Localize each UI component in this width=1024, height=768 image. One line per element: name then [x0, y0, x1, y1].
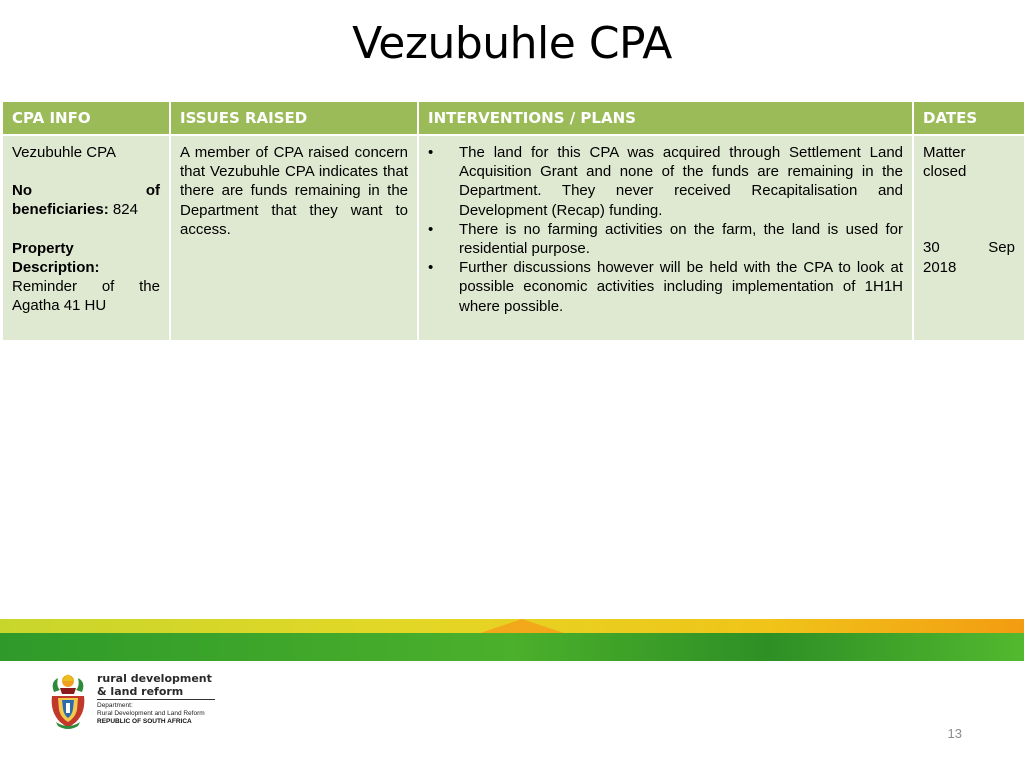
intervention-text-3: Further discussions however will be held with the CPA to look at possible economic activities including implementation of 1H1H where possible.	[459, 259, 903, 315]
brand-line-1: rural development	[97, 672, 212, 685]
brand-divider	[97, 699, 215, 700]
interventions-cell	[418, 135, 913, 340]
list-item	[428, 258, 903, 316]
status-line-1: Matter	[923, 144, 966, 161]
beneficiaries-label-line-1	[12, 181, 160, 200]
table-header-row	[3, 102, 1024, 135]
list-item	[428, 220, 903, 258]
interventions-list	[428, 143, 903, 316]
brand-text	[97, 672, 215, 726]
intervention-text-1: The land for this CPA was acquired through Settlement Land Acquisition Grant and none of the funds are remaining in the Department. They never received Recapitalisation and Development (Recap) funding.	[459, 144, 903, 219]
beneficiaries-value: 824	[112, 201, 138, 219]
property-label-2: Description:	[12, 258, 100, 276]
department-logo	[46, 672, 221, 732]
issues-raised-cell: A member of CPA raised concern that Vezubuhle CPA indicates that there are funds remaining in the Department that they want to access.	[170, 135, 418, 340]
property-value-1: Reminder of the	[12, 278, 160, 296]
table-row	[3, 135, 1024, 340]
intervention-text-2: There is no farming activities on the farm, the land is used for residential purpose.	[459, 220, 903, 258]
date-line-1: 30 Sep	[923, 239, 1015, 257]
bullet-icon: •	[428, 220, 434, 238]
beneficiaries-line-2	[12, 200, 160, 219]
header-issues-raised: ISSUES RAISED	[170, 102, 418, 135]
header-interventions: INTERVENTIONS / PLANS	[418, 102, 913, 135]
header-dates: DATES	[913, 102, 1024, 135]
beneficiaries-label-word-3: beneficiaries:	[12, 201, 109, 219]
bullet-icon: •	[428, 144, 434, 161]
bullet-icon: •	[428, 259, 434, 277]
cpa-info-cell	[3, 135, 170, 340]
brand-line-2: & land reform	[97, 685, 184, 698]
date-line-2: 2018	[923, 258, 957, 276]
dates-cell	[913, 135, 1024, 340]
beneficiaries-label-word-1: No	[12, 182, 32, 200]
property-value-2: Agatha 41 HU	[12, 297, 107, 315]
dept-line-2: Rural Development and Land Reform	[97, 710, 205, 717]
dept-line-3: REPUBLIC OF SOUTH AFRICA	[97, 718, 192, 725]
cpa-name: Vezubuhle CPA	[12, 144, 116, 161]
footer-band-peak	[480, 619, 564, 633]
slide-title: Vezubuhle CPA	[352, 18, 672, 69]
cpa-table	[3, 102, 1024, 340]
property-label-1: Property	[12, 239, 74, 257]
coat-of-arms-icon	[46, 672, 90, 730]
list-item	[428, 143, 903, 220]
page-number: 13	[947, 726, 962, 741]
header-cpa-info: CPA INFO	[3, 102, 170, 135]
footer-band-green	[0, 633, 1024, 661]
dept-line-1: Department:	[97, 702, 133, 709]
beneficiaries-label-word-2: of	[145, 182, 160, 200]
status-line-2: closed	[923, 163, 967, 181]
